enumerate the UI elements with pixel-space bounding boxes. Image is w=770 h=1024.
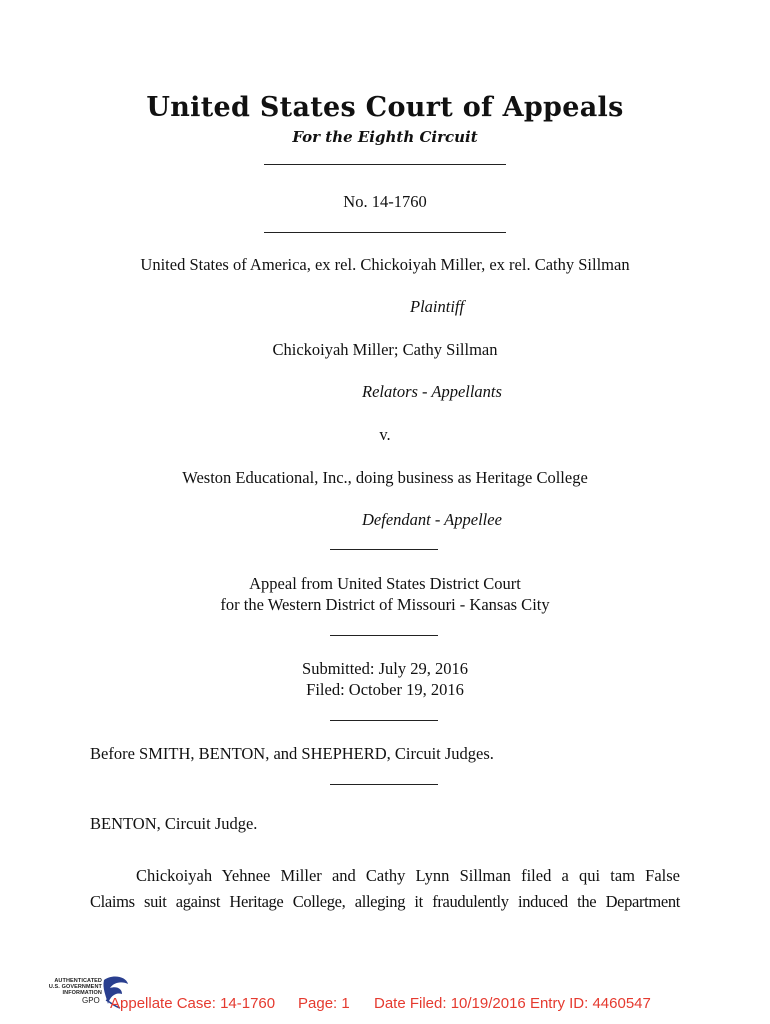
footer-date-filed: Date Filed: 10/19/2016 Entry ID: 4460547 (374, 995, 651, 1012)
divider (330, 549, 438, 550)
seal-line-3: INFORMATION (62, 990, 102, 996)
plaintiff-role: Plaintiff (410, 297, 465, 316)
footer-case: Appellate Case: 14-1760 (110, 995, 276, 1012)
opinion-author: BENTON, Circuit Judge. (90, 814, 258, 833)
relators-role: Relators - Appellants (362, 382, 502, 401)
opinion-line-1: Chickoiyah Yehnee Miller and Cathy Lynn Sillman filed a qui tam False (136, 866, 680, 885)
seal-label: GPO (82, 996, 100, 1005)
defendant-name: Weston Educational, Inc., doing business as Heritage College (182, 468, 588, 487)
defendant-role: Defendant - Appellee (362, 510, 502, 529)
seal-line-1: AUTHENTICATED (54, 978, 102, 984)
panel-judges: Before SMITH, BENTON, and SHEPHERD, Circuit Judges. (90, 744, 494, 763)
appeal-line-1: Appeal from United States District Court (249, 574, 521, 593)
filed-date: Filed: October 19, 2016 (306, 680, 464, 699)
footer-page: Page: 1 (298, 995, 350, 1012)
divider (330, 720, 438, 721)
case-number: No. 14-1760 (343, 192, 427, 211)
appeal-line-2: for the Western District of Missouri - Kansas City (220, 595, 550, 614)
versus: v. (379, 425, 391, 444)
court-title: United States Court of Appeals (146, 92, 624, 123)
divider (330, 635, 438, 636)
plaintiff-name: United States of America, ex rel. Chickoiyah Miller, ex rel. Cathy Sillman (140, 255, 630, 274)
divider (330, 784, 438, 785)
opinion-line-2: Claims suit against Heritage College, alleging it fraudulently induced the Department (90, 892, 680, 911)
seal-line-2: U.S. GOVERNMENT (48, 984, 102, 990)
submitted-date: Submitted: July 29, 2016 (302, 659, 468, 678)
divider (264, 164, 506, 165)
relators-name: Chickoiyah Miller; Cathy Sillman (272, 340, 498, 359)
circuit-subtitle: For the Eighth Circuit (292, 128, 478, 146)
divider (264, 232, 506, 233)
